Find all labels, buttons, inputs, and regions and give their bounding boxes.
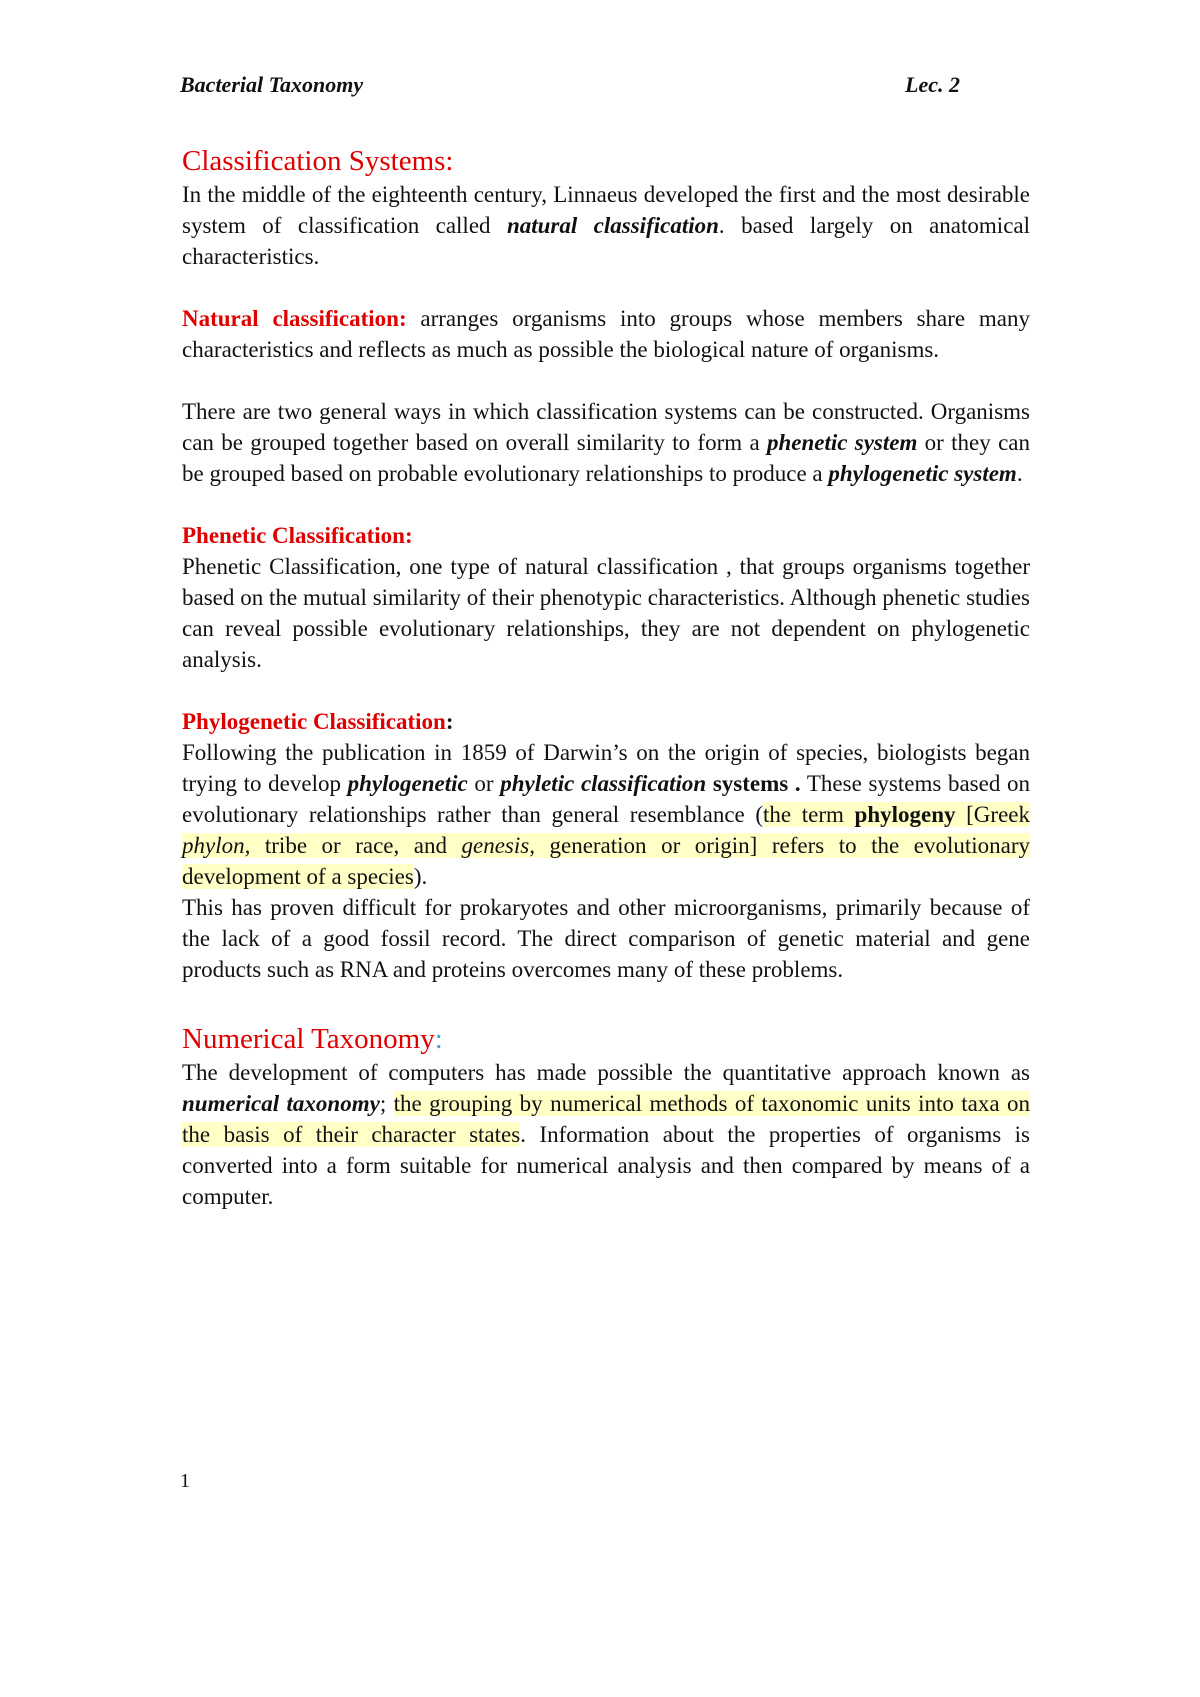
paragraph-two-ways	[182, 396, 1030, 489]
term-phylogeny: phylogeny	[854, 802, 956, 827]
text-run: or	[467, 771, 501, 796]
text-run: the term	[763, 802, 855, 827]
text-run: ;	[379, 1091, 394, 1116]
text-run: [Greek	[955, 802, 1030, 827]
text-run: There are two general ways in which classification systems can be constructed. Organisms can be grouped together based on overall similarity to form a	[182, 399, 1030, 455]
text-run: generation or origin] refers to the evolutionary development of a species	[182, 833, 1030, 889]
heading-phylogenetic-classification	[182, 706, 1030, 737]
text-run: Phenetic Classification, one type of natural classification , that groups organisms together based on the mutual similarity of their phenotypic characteristics. Although phenetic studies can reveal possible evolutionary relationships, they are not dependent on phylogenetic analysis.	[182, 554, 1030, 672]
heading-text: Classification Systems:	[182, 145, 454, 177]
highlight-numerical-definition: the grouping by numerical methods of taxonomic units into taxa on the basis of their character states	[182, 1091, 1031, 1147]
text-run: These systems based on evolutionary relationships rather than general resemblance (	[182, 771, 1030, 827]
paragraph-phenetic	[182, 551, 1030, 675]
label-colon: :	[398, 306, 407, 331]
paragraph-linnaeus	[182, 179, 1030, 272]
document-body	[182, 143, 1030, 1212]
heading-phenetic-classification	[182, 520, 1030, 551]
heading-colon: :	[434, 1023, 443, 1055]
term-phylon: phylon,	[182, 833, 251, 858]
heading-text: Numerical Taxonomy	[182, 1023, 435, 1055]
page-header	[180, 72, 960, 106]
label-phylogenetic-classification: Phylogenetic Classification	[182, 709, 446, 734]
text-run: tribe or race, and	[250, 833, 462, 858]
term-natural-classification: natural classification	[506, 213, 719, 238]
section-heading-numerical-taxonomy	[182, 1021, 1030, 1057]
paragraph-natural-classification	[182, 303, 1030, 365]
text-run: This has proven difficult for prokaryotes and other microorganisms, primarily because of the lack of a good fossil record. The direct comparison of genetic material and gene products such as RNA and proteins overcomes many of these problems.	[182, 895, 1030, 982]
text-run: . Information about the properties of organisms is converted into a form suitable for numerical analysis and then compared by means of a computer.	[182, 1122, 1030, 1209]
text-run: arranges organisms into groups whose members share many characteristics and reflects as much as possible the biological nature of organisms.	[182, 306, 1030, 362]
paragraph-phylogenetic	[182, 737, 1030, 892]
term-phylogenetic-system: phylogenetic system	[828, 461, 1017, 486]
section-heading-classification-systems	[182, 143, 1030, 179]
label-natural-classification: Natural classification	[182, 306, 399, 331]
term-systems: systems .	[712, 771, 801, 796]
label-phenetic-classification: Phenetic Classification	[182, 523, 405, 548]
label-colon: :	[445, 709, 454, 734]
text-run: Following the publication in 1859 of Darwin’s on the origin of species, biologists began trying to develop	[182, 740, 1030, 796]
paragraph-prokaryotes	[182, 892, 1030, 985]
paragraph-numerical-taxonomy	[182, 1057, 1030, 1212]
text-run: ).	[413, 864, 428, 889]
text-run: .	[1016, 461, 1023, 486]
text-run: In the middle of the eighteenth century, Linnaeus developed the first and the most desirable system of classification called	[182, 182, 1030, 238]
label-colon: :	[404, 523, 413, 548]
term-phyletic-classification: phyletic classification	[500, 771, 707, 796]
term-genesis: genesis,	[461, 833, 535, 858]
page-number: 1	[180, 1470, 190, 1492]
term-phenetic-system: phenetic system	[766, 430, 918, 455]
term-phylogenetic: phylogenetic	[347, 771, 468, 796]
header-title: Bacterial Taxonomy	[180, 72, 364, 97]
term-numerical-taxonomy: numerical taxonomy	[182, 1091, 380, 1116]
text-run: . based largely on anatomical characteristics.	[182, 213, 1030, 269]
text-run: The development of computers has made possible the quantitative approach known as	[182, 1060, 1030, 1085]
text-run: or they can be grouped based on probable evolutionary relationships to produce a	[182, 430, 1030, 486]
header-lecture-number: Lec. 2	[905, 72, 960, 97]
